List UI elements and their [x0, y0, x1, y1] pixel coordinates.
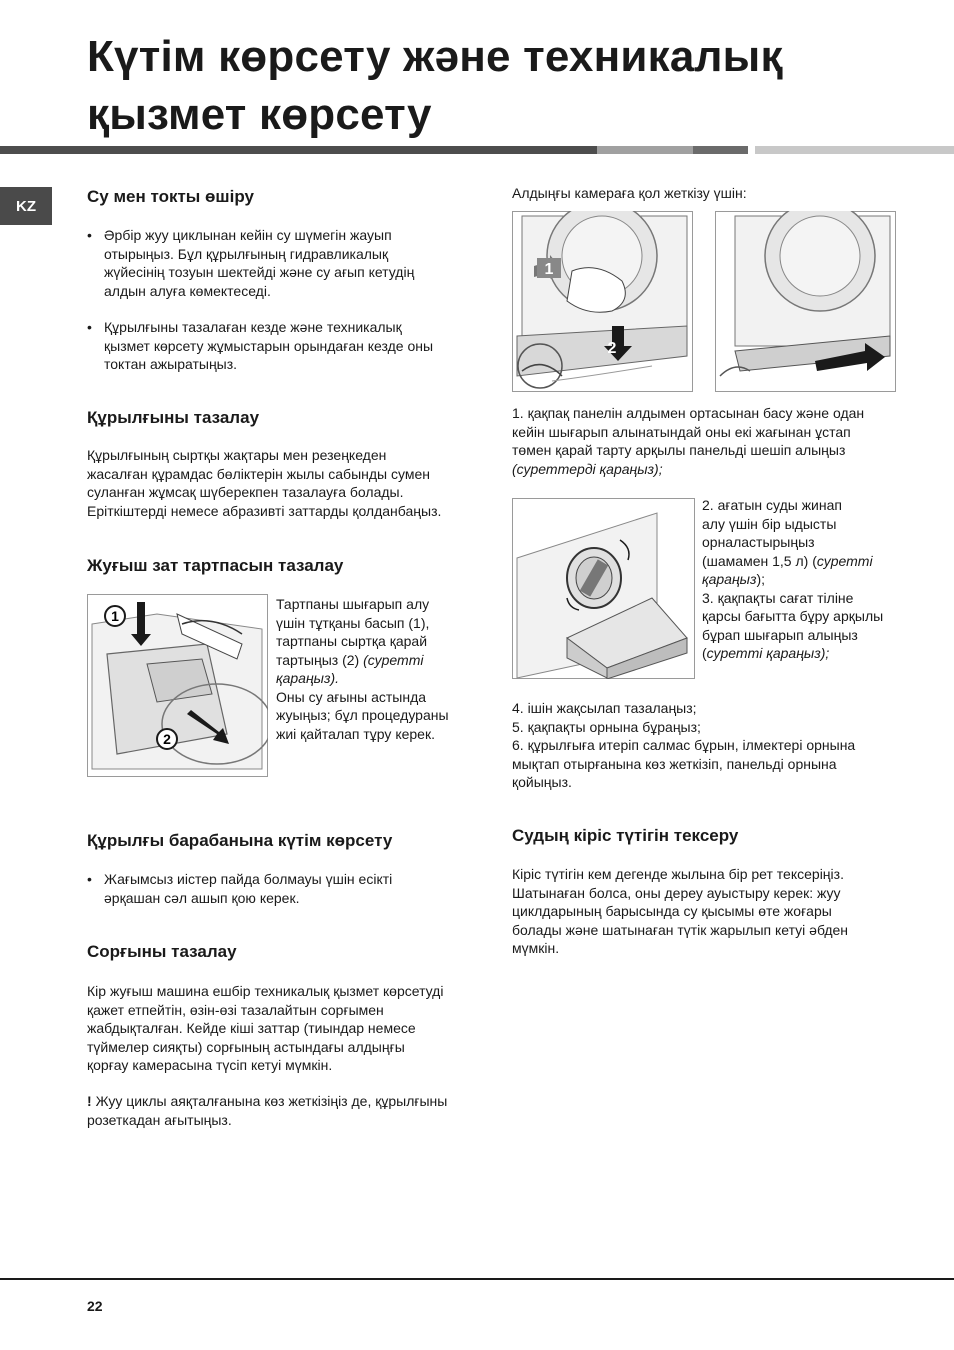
text-line: төмен қарай тарту арқылы панельді шешіп алыңыз — [512, 442, 846, 458]
text-line: 3. қақпақты сағат тіліне — [702, 589, 854, 606]
text-line: қорғау камерасына түсіп кетуі мүмкін. — [87, 1057, 333, 1073]
figure-reference: (суреттерді қараңыз); — [512, 460, 663, 477]
step1-text — [512, 404, 912, 478]
heading-water-power: Су мен токты өшіру — [87, 187, 254, 206]
text-line: ); — [820, 645, 830, 661]
heading-inlet-hose: Судың кіріс түтігін тексеру — [512, 826, 739, 845]
pump-warning — [87, 1092, 497, 1129]
text-line: 1. қақпақ панелін алдымен ортасынан басу және одан — [512, 405, 865, 421]
step-marker-a-label: 1 — [544, 261, 554, 278]
front-chamber-intro: Алдыңғы камераға қол жеткізу үшін: — [512, 185, 747, 201]
text-line: түймелер сияқты) сорғының астындағы алдыңғы — [87, 1038, 405, 1055]
text-line: жиі қайталап тұру керек. — [276, 725, 435, 742]
inlet-hose-paragraph — [512, 865, 922, 958]
figure-reference: қараңыз — [702, 571, 757, 587]
list-item: • Құрылғыны тазалаған кезде және техникалық қызмет көрсету жұмыстарын орындаған кезде оны токтан ажыратыңыз. — [87, 319, 434, 372]
text-line: ( — [702, 645, 707, 661]
text-line: мүмкін. — [512, 940, 560, 956]
text-line: 4. ішін жақсылап тазалаңыз; — [512, 700, 697, 716]
figure-reference: суретті қараңыз — [706, 645, 821, 661]
text-line: орналастырыңыз — [702, 534, 815, 550]
text-line: мықтап отырғанына көз жеткізіп, панельді орнына — [512, 755, 837, 772]
footer-rule — [0, 1278, 954, 1280]
text-line: 5. қақпақты орнына бұраңыз; — [512, 718, 701, 735]
text-line: қарсы бағытта бұру арқылы — [702, 608, 884, 624]
text-line: алдын алуға көмектеседі. — [104, 282, 271, 299]
step-marker-1-label: 1 — [111, 608, 119, 624]
text-line: Тартпаны шығарып алу — [276, 596, 430, 612]
text-line: суланған жұмсақ шүберекпен тазалауға болады. — [87, 484, 404, 500]
figure-reference: қараңыз). — [276, 670, 340, 686]
text-line: әрқашан сәл ашып қою керек. — [104, 889, 300, 906]
text-line: жуыңыз; бұл процедураны — [276, 707, 449, 723]
text-line: жабдықталған. Кейде кіші заттар (тиындар немесе — [87, 1020, 416, 1036]
page-title-line1: Күтім көрсету және техникалық — [87, 32, 783, 81]
text-line: Шатынаған болса, оны дереу ауыстыру керек: жуу — [512, 884, 841, 901]
text-line: Оны су ағыны астында — [276, 688, 427, 705]
text-line: Кір жуғыш машина ешбір техникалық қызмет көрсетуді — [87, 983, 444, 999]
text-line: (шамамен 1,5 л) ( — [702, 552, 817, 569]
list-item: • Жағымсыз иістер пайда болмауы үшін есікті әрқашан сәл ашып қою керек. — [87, 871, 393, 906]
text-line: 2. ағатын суды жинап — [702, 497, 842, 513]
heading-pump-cleaning: Сорғыны тазалау — [87, 942, 237, 961]
step-marker-b-label: 2 — [607, 340, 617, 357]
page-title — [87, 28, 907, 144]
text-line: бұрап шығарып алыңыз — [702, 626, 858, 643]
language-tab: KZ — [0, 187, 52, 225]
pump-paragraph — [87, 982, 497, 1075]
step2-3-text — [702, 496, 912, 663]
text-line: отырыңыз. Бұл құрылғының гидравликалық — [104, 245, 389, 262]
text-line: Жағымсыз иістер пайда болмауы үшін есікті — [104, 871, 393, 887]
header-rule-mid — [597, 146, 693, 154]
text-line: ); — [756, 571, 766, 587]
text-line: қойыңыз. — [512, 774, 572, 790]
figure-reference: (суретті — [363, 651, 424, 668]
heading-drum-care: Құрылғы барабанына күтім көрсету — [87, 831, 393, 850]
text-line: циклдарының барысында су қысымы өте жоғары — [512, 903, 832, 919]
drawer-illustration — [87, 594, 268, 777]
text-line: токтан ажыратыңыз. — [104, 356, 238, 372]
text-line: розеткадан ағытыңыз. — [87, 1111, 232, 1128]
text-line: алу үшін бір ыдысты — [702, 515, 837, 532]
drawer-paragraph — [276, 595, 491, 743]
text-line: кейін шығарып алынатындай оны екі жағынан ұстап — [512, 423, 851, 440]
page-number: 22 — [87, 1298, 103, 1314]
panel-pullout-illustration — [715, 211, 896, 392]
list-item: • Әрбір жуу циклынан кейін су шүмегін жауып отырыңыз. Бұл құрылғының гидравликалық жүйесінің тозуын шектейді және су ағып кетудің алдын алуға көмектеседі. — [87, 227, 415, 299]
text-line: тартпаны сыртқа қарай — [276, 633, 428, 649]
text-line: 6. құрылғыға итеріп салмас бұрын, ілмектері орнына — [512, 737, 856, 753]
text-line: Әрбір жуу циклынан кейін су шүмегін жауып — [104, 227, 392, 243]
text-line: жасалған құрамдас бөліктерін жылы сабынды сумен — [87, 465, 430, 482]
figure-reference: суретті — [816, 552, 873, 569]
drain-cap-illustration — [512, 498, 695, 679]
steps-4-6-text — [512, 699, 912, 792]
header-rule-light — [755, 146, 954, 154]
text-line: Еріткіштерді немесе абразивті заттарды қолданбаңыз. — [87, 502, 442, 519]
text-line: қажет етпейтін, өзін-өзі тазалайтын сорғымен — [87, 1001, 384, 1018]
page-title-line2: қызмет көрсету — [87, 90, 432, 139]
text-line: жүйесінің тозуын шектейді және су ағып кетудің — [104, 264, 415, 280]
text-line: тартыңыз (2) — [276, 651, 364, 668]
cleaning-paragraph — [87, 446, 497, 520]
header-rule-dark — [0, 146, 597, 154]
warning-icon: ! — [87, 1093, 92, 1109]
step-marker-2-label: 2 — [163, 731, 171, 747]
panel-removal-illustration — [512, 211, 693, 392]
text-line: үшін тұтқаны басып (1), — [276, 614, 430, 631]
heading-detergent-drawer: Жуғыш зат тартпасын тазалау — [87, 556, 344, 575]
text-line: Құрылғының сыртқы жақтары мен резеңкеден — [87, 447, 387, 463]
text-line: Жуу циклы аяқталғанына көз жеткізіңіз де, құрылғыны — [95, 1093, 448, 1109]
text-line: болады және шатынаған түтік жарылып кетуі әбден — [512, 921, 849, 938]
heading-cleaning: Құрылғыны тазалау — [87, 408, 260, 427]
text-line: қызмет көрсету жұмыстарын орындаған кезде оны — [104, 337, 434, 354]
text-line: Кіріс түтігін кем дегенде жылына бір рет тексеріңіз. — [512, 866, 844, 882]
header-rule-dark2 — [693, 146, 748, 154]
text-line: Құрылғыны тазалаған кезде және техникалық — [104, 319, 402, 335]
